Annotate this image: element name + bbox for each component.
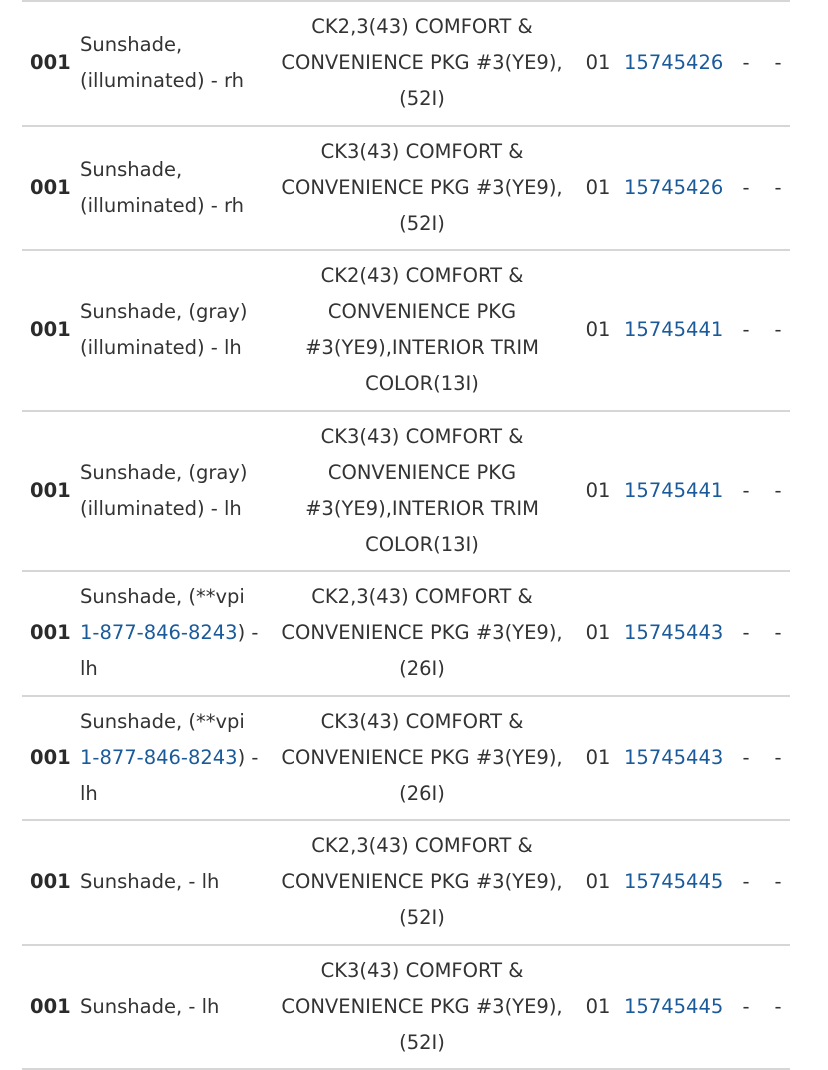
- phone-link[interactable]: 1-877-846-8243: [80, 746, 238, 769]
- usage-line: (52I): [274, 81, 570, 117]
- description-line: [80, 740, 264, 776]
- item-number: 001: [22, 989, 80, 1025]
- part-number-cell: [618, 615, 730, 651]
- usage-notes: [270, 704, 574, 812]
- part-description: [80, 294, 270, 366]
- phone-link[interactable]: 1-877-846-8243: [80, 621, 238, 644]
- part-number-cell: [618, 45, 730, 81]
- empty-column-value: -: [762, 989, 794, 1025]
- quantity: 01: [578, 864, 618, 900]
- usage-line: CK2,3(43) COMFORT &: [274, 828, 570, 864]
- table-row: [22, 2, 790, 127]
- part-number-cell: [618, 312, 730, 348]
- description-line: (illuminated) - lh: [80, 330, 264, 366]
- item-number: 001: [22, 740, 80, 776]
- part-number-cell: [618, 740, 730, 776]
- quantity: 01: [578, 312, 618, 348]
- usage-notes: [270, 9, 574, 117]
- empty-column-value: -: [762, 170, 794, 206]
- part-number-link[interactable]: 15745426: [624, 176, 723, 199]
- description-text: ) -: [238, 621, 259, 644]
- usage-notes: [270, 258, 574, 402]
- usage-notes: [270, 828, 574, 936]
- table-row: [22, 572, 790, 697]
- table-row: [22, 412, 790, 573]
- part-description: [80, 989, 270, 1025]
- usage-line: CK3(43) COMFORT &: [274, 704, 570, 740]
- usage-line: CK2,3(43) COMFORT &: [274, 579, 570, 615]
- quantity: 01: [578, 615, 618, 651]
- usage-line: CONVENIENCE PKG: [274, 455, 570, 491]
- quantity: 01: [578, 45, 618, 81]
- usage-line: CONVENIENCE PKG #3(YE9),: [274, 615, 570, 651]
- empty-column-value: -: [730, 615, 762, 651]
- description-line: (illuminated) - rh: [80, 188, 264, 224]
- table-row: [22, 821, 790, 946]
- part-number-link[interactable]: 15745441: [624, 479, 723, 502]
- quantity: 01: [578, 170, 618, 206]
- empty-column-value: -: [730, 864, 762, 900]
- table-row: [22, 127, 790, 252]
- usage-notes: [270, 419, 574, 563]
- empty-column-value: -: [730, 45, 762, 81]
- usage-notes: [270, 579, 574, 687]
- usage-line: (52I): [274, 900, 570, 936]
- usage-line: COLOR(13I): [274, 366, 570, 402]
- parts-table: [22, 0, 790, 1070]
- usage-line: CK3(43) COMFORT &: [274, 953, 570, 989]
- part-number-link[interactable]: 15745441: [624, 318, 723, 341]
- part-number-cell: [618, 473, 730, 509]
- empty-column-value: -: [762, 312, 794, 348]
- part-number-cell: [618, 989, 730, 1025]
- description-text: ) -: [238, 746, 259, 769]
- empty-column-value: -: [730, 473, 762, 509]
- description-line: Sunshade, (**vpi: [80, 579, 264, 615]
- description-line: Sunshade, - lh: [80, 864, 264, 900]
- item-number: 001: [22, 864, 80, 900]
- empty-column-value: -: [762, 615, 794, 651]
- description-line: Sunshade, (**vpi: [80, 704, 264, 740]
- item-number: 001: [22, 473, 80, 509]
- usage-line: CK3(43) COMFORT &: [274, 134, 570, 170]
- part-number-link[interactable]: 15745445: [624, 995, 723, 1018]
- usage-line: CONVENIENCE PKG #3(YE9),: [274, 45, 570, 81]
- usage-notes: [270, 134, 574, 242]
- table-row: [22, 251, 790, 412]
- part-description: [80, 864, 270, 900]
- description-line: Sunshade,: [80, 27, 264, 63]
- description-line: (illuminated) - lh: [80, 491, 264, 527]
- usage-line: (52I): [274, 1025, 570, 1061]
- part-number-link[interactable]: 15745443: [624, 621, 723, 644]
- usage-line: CONVENIENCE PKG #3(YE9),: [274, 170, 570, 206]
- part-number-link[interactable]: 15745443: [624, 746, 723, 769]
- quantity: 01: [578, 473, 618, 509]
- item-number: 001: [22, 45, 80, 81]
- item-number: 001: [22, 170, 80, 206]
- empty-column-value: -: [730, 740, 762, 776]
- usage-line: CONVENIENCE PKG #3(YE9),: [274, 989, 570, 1025]
- empty-column-value: -: [730, 170, 762, 206]
- quantity: 01: [578, 989, 618, 1025]
- part-number-cell: [618, 864, 730, 900]
- description-line: lh: [80, 776, 264, 812]
- part-number-link[interactable]: 15745445: [624, 870, 723, 893]
- usage-line: CONVENIENCE PKG #3(YE9),: [274, 740, 570, 776]
- item-number: 001: [22, 615, 80, 651]
- description-line: (illuminated) - rh: [80, 63, 264, 99]
- empty-column-value: -: [730, 312, 762, 348]
- usage-line: CK2,3(43) COMFORT &: [274, 9, 570, 45]
- usage-line: COLOR(13I): [274, 527, 570, 563]
- quantity: 01: [578, 740, 618, 776]
- usage-line: (26I): [274, 651, 570, 687]
- part-description: [80, 579, 270, 687]
- usage-line: CK3(43) COMFORT &: [274, 419, 570, 455]
- part-description: [80, 455, 270, 527]
- usage-line: (52I): [274, 206, 570, 242]
- part-number-cell: [618, 170, 730, 206]
- empty-column-value: -: [762, 45, 794, 81]
- usage-line: CONVENIENCE PKG: [274, 294, 570, 330]
- empty-column-value: -: [730, 989, 762, 1025]
- description-line: Sunshade,: [80, 152, 264, 188]
- description-line: lh: [80, 651, 264, 687]
- table-row: [22, 697, 790, 822]
- usage-line: CONVENIENCE PKG #3(YE9),: [274, 864, 570, 900]
- description-line: [80, 615, 264, 651]
- part-number-link[interactable]: 15745426: [624, 51, 723, 74]
- usage-line: #3(YE9),INTERIOR TRIM: [274, 491, 570, 527]
- part-description: [80, 152, 270, 224]
- usage-notes: [270, 953, 574, 1061]
- part-description: [80, 704, 270, 812]
- description-line: Sunshade, - lh: [80, 989, 264, 1025]
- description-line: Sunshade, (gray): [80, 455, 264, 491]
- description-line: Sunshade, (gray): [80, 294, 264, 330]
- part-description: [80, 27, 270, 99]
- usage-line: CK2(43) COMFORT &: [274, 258, 570, 294]
- item-number: 001: [22, 312, 80, 348]
- empty-column-value: -: [762, 740, 794, 776]
- usage-line: #3(YE9),INTERIOR TRIM: [274, 330, 570, 366]
- empty-column-value: -: [762, 473, 794, 509]
- usage-line: (26I): [274, 776, 570, 812]
- table-row: [22, 946, 790, 1070]
- empty-column-value: -: [762, 864, 794, 900]
